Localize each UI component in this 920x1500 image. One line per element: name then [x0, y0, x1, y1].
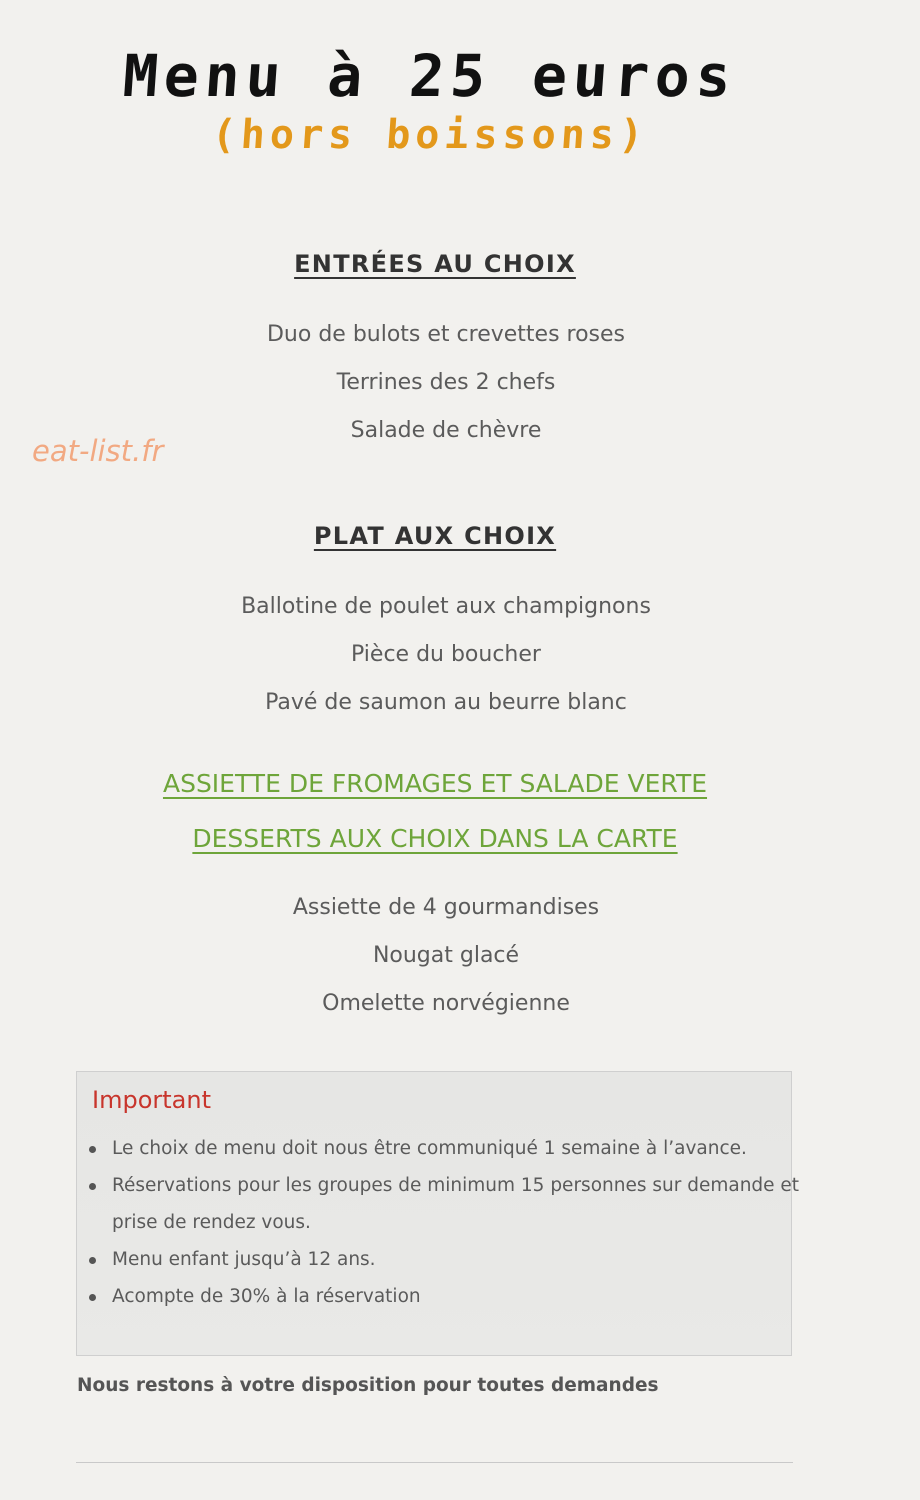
watermark-text: eat-list.fr	[32, 434, 164, 468]
fromages-heading: ASSIETTE DE FROMAGES ET SALADE VERTE	[162, 769, 708, 798]
entree-item: Duo de bulots et crevettes roses	[266, 322, 625, 347]
dessert-item: Assiette de 4 gourmandises	[292, 895, 600, 920]
footer-note: Nous restons à votre disposition pour toutes demandes	[77, 1375, 659, 1396]
desserts-heading: DESSERTS AUX CHOIX DANS LA CARTE	[192, 824, 678, 853]
entrees-heading: ENTRÉES AU CHOIX	[294, 250, 576, 278]
important-list	[77, 1130, 802, 1315]
important-title: Important	[92, 1086, 211, 1114]
plat-item: Ballotine de poulet aux champignons	[241, 594, 651, 619]
entree-item: Terrines des 2 chefs	[336, 370, 556, 395]
menu-subtitle: (hors boissons)	[210, 112, 650, 158]
important-box	[76, 1071, 800, 1356]
dessert-item: Omelette norvégienne	[322, 991, 570, 1016]
plat-item: Pièce du boucher	[351, 642, 541, 667]
entree-item: Salade de chèvre	[350, 418, 542, 443]
menu-title: Menu à 25 euros	[120, 42, 740, 110]
important-list-item: Menu enfant jusqu’à 12 ans.	[112, 1241, 802, 1278]
important-list-item: Réservations pour les groupes de minimum 15 personnes sur demande et prise de rendez vous.	[112, 1167, 802, 1241]
dessert-item: Nougat glacé	[372, 943, 520, 968]
plats-heading: PLAT AUX CHOIX	[313, 522, 557, 550]
footer-divider	[76, 1462, 793, 1463]
important-list-item: Acompte de 30% à la réservation	[112, 1278, 802, 1315]
plat-item: Pavé de saumon au beurre blanc	[265, 690, 627, 715]
important-list-item: Le choix de menu doit nous être communiqué 1 semaine à l’avance.	[112, 1130, 802, 1167]
